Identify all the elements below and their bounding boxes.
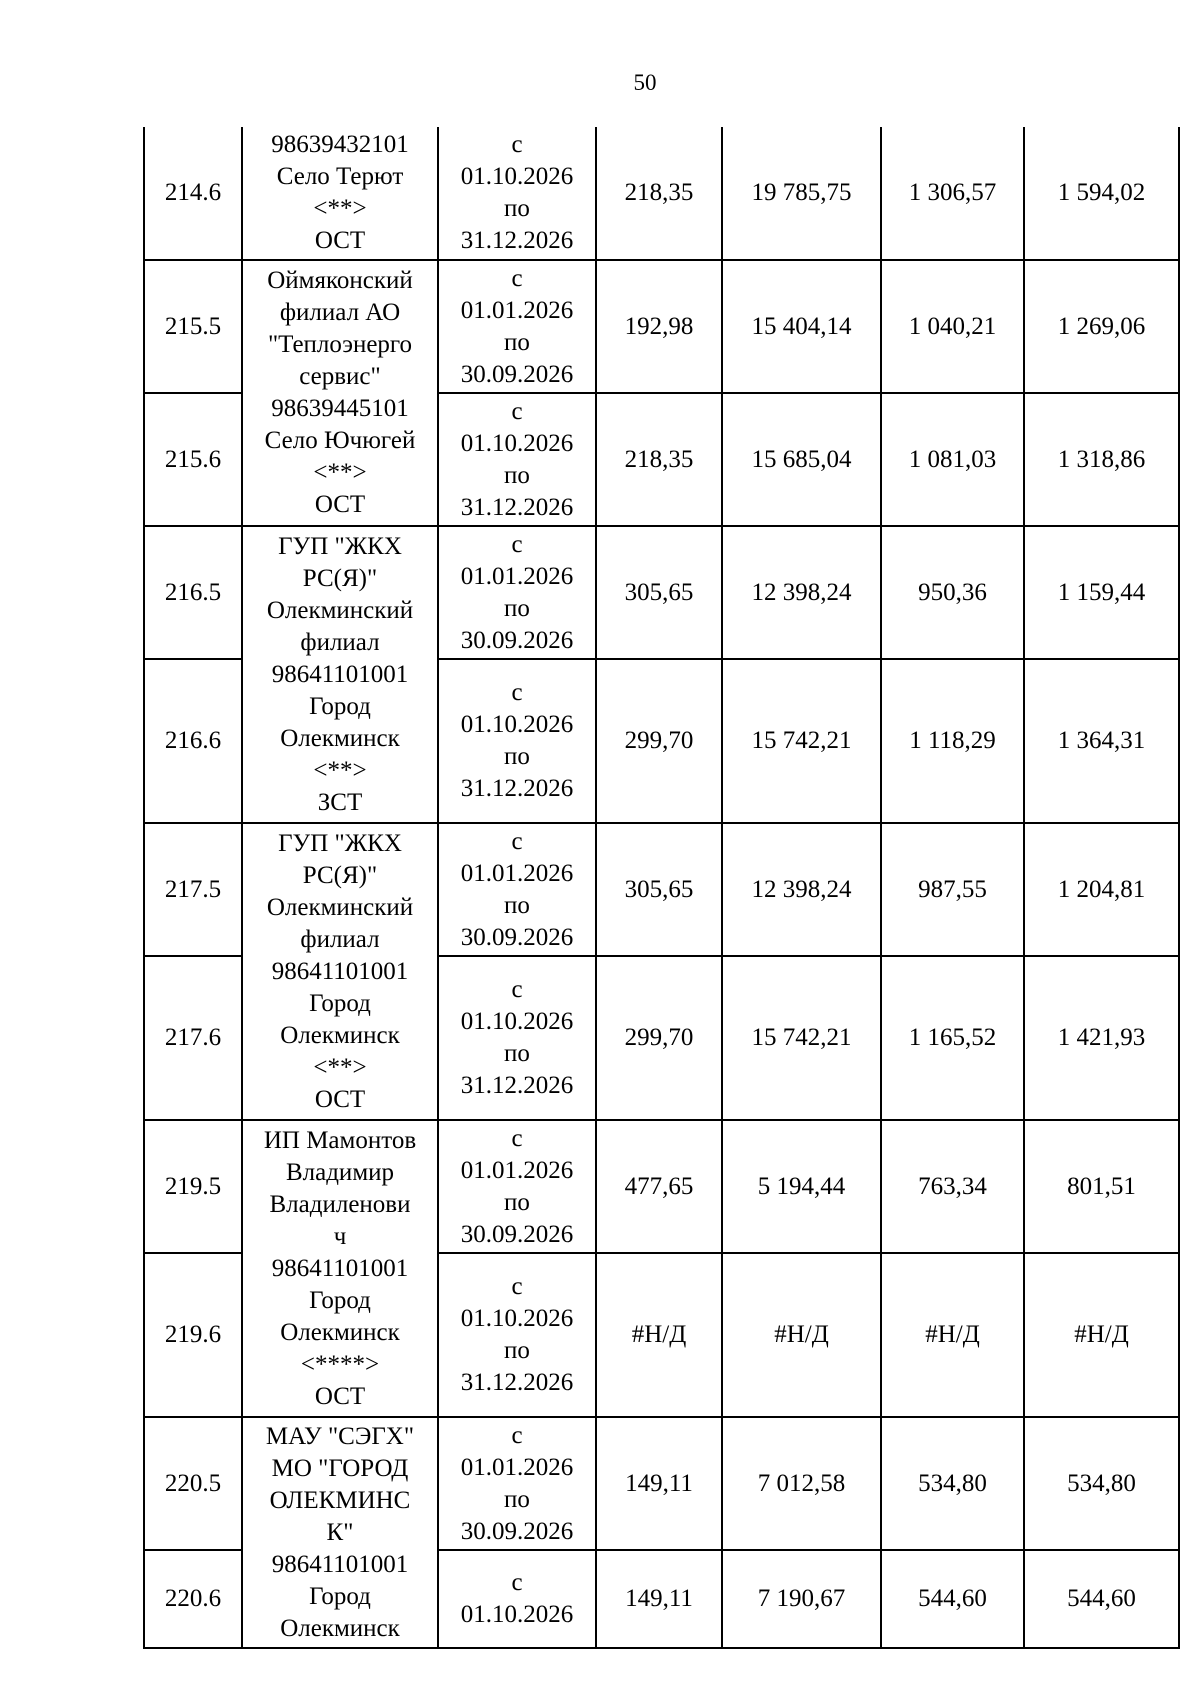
period-cell: с 01.10.2026 по 31.12.2026 — [438, 393, 596, 526]
row-number: 217.5 — [144, 823, 242, 956]
period-cell: с 01.10.2026 по 31.12.2026 — [438, 1253, 596, 1417]
value-cell: 12 398,24 — [722, 526, 881, 659]
value-cell: 218,35 — [596, 127, 722, 260]
period-cell: с 01.01.2026 по 30.09.2026 — [438, 526, 596, 659]
value-cell: 15 685,04 — [722, 393, 881, 526]
value-cell: 1 159,44 — [1024, 526, 1179, 659]
row-number: 215.5 — [144, 260, 242, 393]
organization-cell: 98639432101 Село Терют <**> ОСТ — [242, 127, 438, 260]
value-cell: #Н/Д — [881, 1253, 1024, 1417]
table-row — [144, 1120, 1179, 1253]
period-cell: с 01.01.2026 по 30.09.2026 — [438, 1417, 596, 1550]
organization-cell: Оймяконский филиал АО "Теплоэнерго сервис" 98639445101 Село Ючюгей <**> ОСТ — [242, 260, 438, 526]
value-cell: #Н/Д — [1024, 1253, 1179, 1417]
value-cell: 5 194,44 — [722, 1120, 881, 1253]
value-cell: 477,65 — [596, 1120, 722, 1253]
value-cell: 1 081,03 — [881, 393, 1024, 526]
value-cell: 1 594,02 — [1024, 127, 1179, 260]
value-cell: 1 421,93 — [1024, 956, 1179, 1120]
table-row — [144, 260, 1179, 393]
value-cell: 15 404,14 — [722, 260, 881, 393]
value-cell: 1 118,29 — [881, 659, 1024, 823]
value-cell: 763,34 — [881, 1120, 1024, 1253]
organization-cell: ИП Мамонтов Владимир Владиленови ч 98641101001 Город Олекминск <****> ОСТ — [242, 1120, 438, 1417]
period-cell: с 01.10.2026 — [438, 1550, 596, 1648]
row-number: 217.6 — [144, 956, 242, 1120]
row-number: 214.6 — [144, 127, 242, 260]
table-row — [144, 526, 1179, 659]
row-number: 219.5 — [144, 1120, 242, 1253]
row-number: 216.6 — [144, 659, 242, 823]
value-cell: 299,70 — [596, 956, 722, 1120]
value-cell: 15 742,21 — [722, 956, 881, 1120]
value-cell: 7 012,58 — [722, 1417, 881, 1550]
value-cell: 305,65 — [596, 823, 722, 956]
value-cell: #Н/Д — [596, 1253, 722, 1417]
row-number: 220.5 — [144, 1417, 242, 1550]
period-cell: с 01.10.2026 по 31.12.2026 — [438, 659, 596, 823]
value-cell: 7 190,67 — [722, 1550, 881, 1648]
period-cell: с 01.01.2026 по 30.09.2026 — [438, 823, 596, 956]
table-row — [144, 1417, 1179, 1550]
value-cell: 149,11 — [596, 1417, 722, 1550]
period-cell: с 01.01.2026 по 30.09.2026 — [438, 1120, 596, 1253]
value-cell: 305,65 — [596, 526, 722, 659]
value-cell: 299,70 — [596, 659, 722, 823]
table-row — [144, 127, 1179, 260]
value-cell: 1 318,86 — [1024, 393, 1179, 526]
organization-cell: МАУ "СЭГХ" МО "ГОРОД ОЛЕКМИНС К" 98641101001 Город Олекминск — [242, 1417, 438, 1648]
row-number: 220.6 — [144, 1550, 242, 1648]
value-cell: 950,36 — [881, 526, 1024, 659]
row-number: 219.6 — [144, 1253, 242, 1417]
value-cell: #Н/Д — [722, 1253, 881, 1417]
period-cell: с 01.01.2026 по 30.09.2026 — [438, 260, 596, 393]
value-cell: 149,11 — [596, 1550, 722, 1648]
value-cell: 192,98 — [596, 260, 722, 393]
page-number: 50 — [633, 70, 657, 95]
value-cell: 1 165,52 — [881, 956, 1024, 1120]
organization-cell: ГУП "ЖКХ РС(Я)" Олекминский филиал 98641101001 Город Олекминск <**> ОСТ — [242, 823, 438, 1120]
organization-cell: ГУП "ЖКХ РС(Я)" Олекминский филиал 98641101001 Город Олекминск <**> ЗСТ — [242, 526, 438, 823]
value-cell: 1 364,31 — [1024, 659, 1179, 823]
table-row — [144, 823, 1179, 956]
value-cell: 19 785,75 — [722, 127, 881, 260]
value-cell: 12 398,24 — [722, 823, 881, 956]
value-cell: 1 306,57 — [881, 127, 1024, 260]
value-cell: 544,60 — [1024, 1550, 1179, 1648]
row-number: 215.6 — [144, 393, 242, 526]
value-cell: 1 204,81 — [1024, 823, 1179, 956]
row-number: 216.5 — [144, 526, 242, 659]
value-cell: 544,60 — [881, 1550, 1024, 1648]
value-cell: 534,80 — [1024, 1417, 1179, 1550]
value-cell: 534,80 — [881, 1417, 1024, 1550]
value-cell: 1 269,06 — [1024, 260, 1179, 393]
tariff-table — [143, 127, 1180, 1649]
value-cell: 15 742,21 — [722, 659, 881, 823]
value-cell: 801,51 — [1024, 1120, 1179, 1253]
period-cell: с 01.10.2026 по 31.12.2026 — [438, 956, 596, 1120]
period-cell: с 01.10.2026 по 31.12.2026 — [438, 127, 596, 260]
value-cell: 987,55 — [881, 823, 1024, 956]
value-cell: 1 040,21 — [881, 260, 1024, 393]
value-cell: 218,35 — [596, 393, 722, 526]
